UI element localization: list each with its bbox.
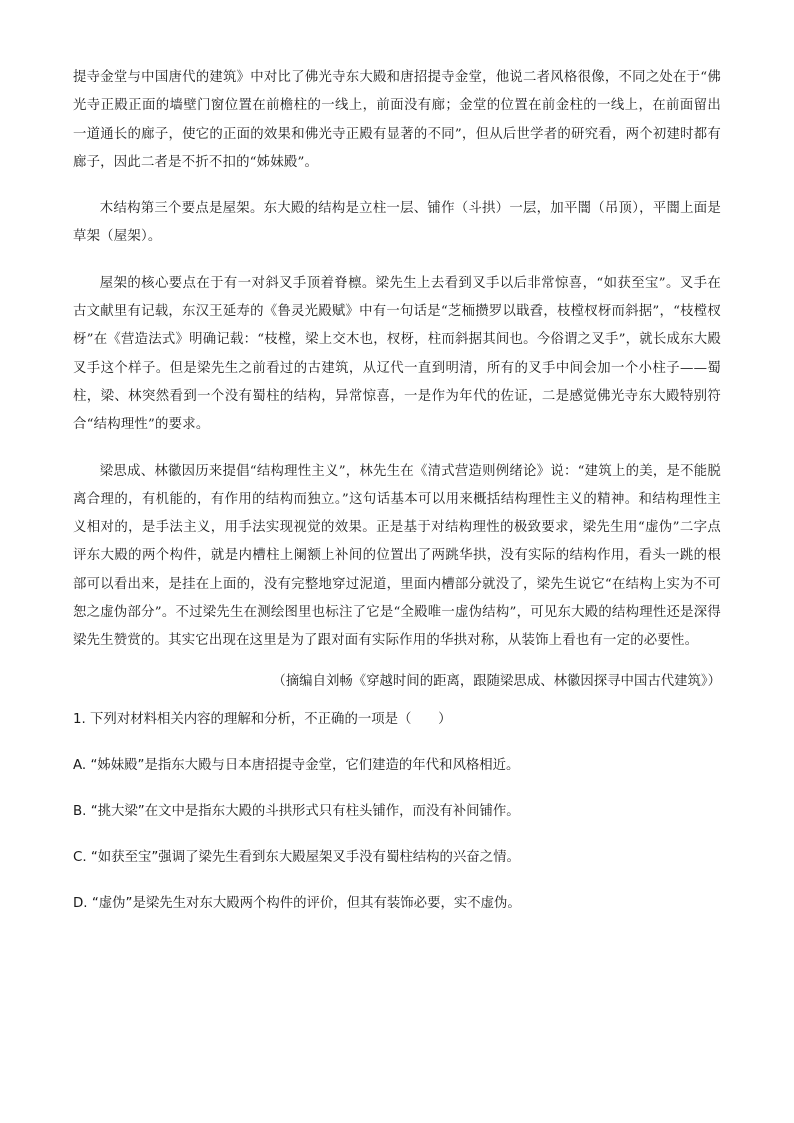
document-page: [73, 64, 721, 936]
question-option-a: A. “姊妹殿”是指东大殿与日本唐招提寺金堂，它们建造的年代和风格相近。: [73, 757, 520, 773]
article-paragraph-2: 木结构第三个要点是屋架。东大殿的结构是立柱一层、铺作（斗拱）一层，加平闇（吊顶），平闇上面是草架（屋架）。: [73, 201, 721, 245]
question-option-b: B. “挑大梁”在文中是指东大殿的斗拱形式只有柱头铺作，而没有补间铺作。: [73, 803, 520, 819]
question-option-d: D. “虚伪”是梁先生对东大殿两个构件的评价，但其有装饰必要，实不虚伪。: [73, 895, 521, 911]
article-paragraph-1: 提寺金堂与中国唐代的建筑》中对比了佛光寺东大殿和唐招提寺金堂，他说二者风格很像，不同之处在于“佛光寺正殿正面的墙壁门窗位置在前檐柱的一线上，前面没有廊；金堂的位置在前金柱的一线上，在前面留出一道通长的廊子，使它的正面的效果和佛光寺正殿有显著的不同”，但从后世学者的研究看，两个初建时都有廊子，因此二者是不折不扣的“姊妹殿”。: [73, 70, 721, 170]
article-paragraph-3: 屋架的核心要点在于有一对斜叉手顶着脊檩。梁先生上去看到叉手以后非常惊喜，“如获至宝”。叉手在古文献里有记载，东汉王延寿的《鲁灵光殿赋》中有一句话是“芝栭攒罗以戢孴，枝樘杈枒而斜据”，“枝樘杈枒”在《营造法式》明确记载：“枝樘，梁上交木也，杈枒，柱而斜据其间也。今俗谓之叉手”，就长成东大殿叉手这个样子。但是梁先生之前看过的古建筑，从辽代一直到明清，所有的叉手中间会加一个小柱子——蜀柱，梁、林突然看到一个没有蜀柱的结构，异常惊喜，一是作为年代的佐证，二是感觉佛光寺东大殿特别符合“结构理性”的要求。: [73, 275, 721, 433]
article-paragraph-4: 梁思成、林徽因历来提倡“结构理性主义”，林先生在《清式营造则例绪论》说：“建筑上的美，是不能脱离合理的，有机能的，有作用的结构而独立。”这句话基本可以用来概括结构理性主义的精神。和结构理性主义相对的，是手法主义，用手法实现视觉的效果。正是基于对结构理性的极致要求，梁先生用“虚伪”二字点评东大殿的两个构件，就是内槽柱上阑额上补间的位置出了两跳华拱，没有实际的结构作用，看头一跳的根部可以看出来，是挂在上面的，没有完整地穿过泥道，里面内槽部分就没了，梁先生说它“在结构上实为不可恕之虚伪部分”。不过梁先生在测绘图里也标注了它是“全殿唯一虚伪结构”，可见东大殿的结构理性还是深得梁先生赞赏的。其实它出现在这里是为了跟对面有实际作用的华拱对称，从装饰上看也有一定的必要性。: [73, 463, 721, 649]
question-option-c: C. “如获至宝”强调了梁先生看到东大殿屋架叉手没有蜀柱结构的兴奋之情。: [73, 849, 520, 865]
article-source-citation: （摘编自刘畅《穿越时间的距离，跟随梁思成、林徽因探寻中国古代建筑》）: [272, 673, 721, 689]
question-stem: 1. 下列对材料相关内容的理解和分析，不正确的一项是（ ）: [73, 711, 452, 727]
